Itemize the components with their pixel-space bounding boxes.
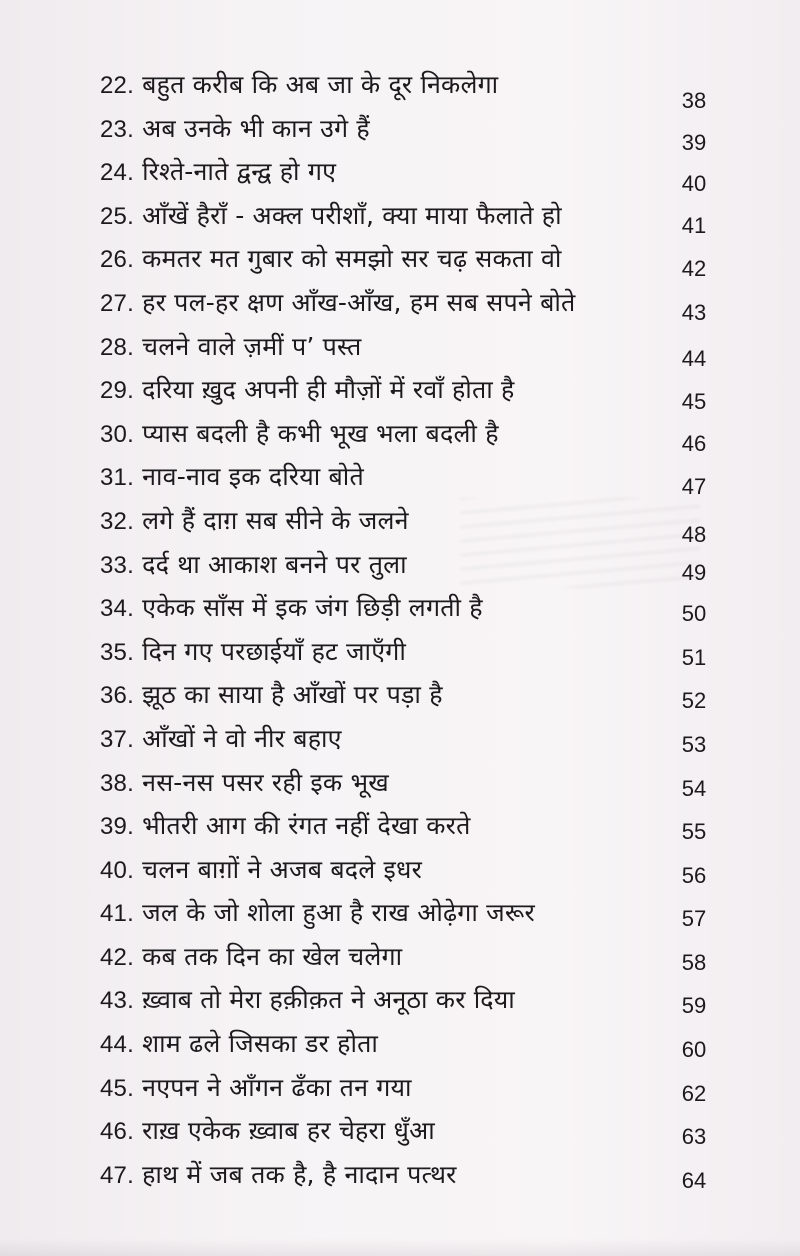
toc-entry [0, 983, 800, 1027]
toc-entry-text: कब तक दिन का खेल चलेगा [142, 941, 403, 971]
toc-page-number: 40 [681, 171, 707, 197]
toc-entry-title [100, 591, 483, 626]
toc-entry-text: नएपन ने आँगन ढँका तन गया [142, 1072, 412, 1102]
toc-entry [0, 460, 800, 504]
toc-entry [0, 678, 800, 722]
toc-entry-number: 44. [100, 1031, 134, 1059]
toc-entry [0, 635, 800, 679]
toc-entry-title [100, 330, 361, 365]
toc-entry [0, 155, 800, 199]
toc-entry-number: 33. [100, 551, 134, 579]
toc-entry-title [100, 940, 402, 975]
toc-page-number: 59 [681, 993, 707, 1019]
toc-entry-number: 24. [100, 159, 134, 187]
toc-entry-title [100, 635, 406, 670]
toc-entry-title [100, 809, 471, 844]
toc-page-number: 55 [681, 819, 707, 845]
toc-entry-title [100, 1114, 435, 1149]
toc-entry-text: ख़्वाब तो मेरा हक़ीक़त ने अनूठा कर दिया [142, 985, 515, 1015]
toc-entry-number: 35. [100, 638, 134, 666]
toc-entry-title [100, 766, 389, 801]
toc-entry-number: 26. [100, 246, 134, 274]
toc-page-number: 46 [681, 430, 707, 456]
toc-entry-number: 29. [100, 377, 134, 405]
toc-entry [0, 1071, 800, 1115]
toc-entry-number: 25. [100, 202, 134, 230]
toc-entry-number: 37. [100, 725, 134, 753]
toc-entry-text: बहुत करीब कि अब जा के दूर निकलेगा [142, 70, 499, 99]
toc-entry-number: 32. [100, 507, 134, 535]
table-of-contents [0, 68, 800, 1201]
toc-entry-number: 38. [100, 769, 134, 797]
toc-entry [0, 548, 800, 592]
toc-entry-text: नस-नस पसर रही इक भूख [142, 767, 389, 797]
toc-entry-number: 31. [100, 464, 134, 492]
toc-page-number: 43 [681, 299, 707, 325]
toc-entry-number: 41. [100, 900, 134, 928]
toc-entry [0, 1158, 800, 1202]
toc-entry-number: 36. [100, 682, 134, 710]
toc-entry [0, 242, 800, 286]
toc-page-number: 57 [681, 906, 707, 932]
toc-page-number: 63 [681, 1124, 707, 1150]
toc-page-number: 39 [681, 129, 707, 155]
toc-entry-number: 45. [100, 1074, 134, 1102]
toc-page-number: 56 [681, 862, 707, 888]
toc-entry-number: 28. [100, 333, 134, 361]
toc-entry-title [100, 504, 409, 539]
toc-entry [0, 68, 800, 112]
toc-entry-number: 30. [100, 420, 134, 448]
toc-entry-number: 40. [100, 856, 134, 884]
toc-page-number: 62 [681, 1080, 707, 1106]
toc-entry-text: चलने वाले ज़मीं प’ पस्त [142, 331, 362, 361]
toc-entry-number: 42. [100, 943, 134, 971]
toc-entry [0, 417, 800, 461]
toc-entry [0, 853, 800, 897]
toc-entry-number: 43. [100, 987, 134, 1015]
toc-page-number: 53 [681, 731, 707, 757]
toc-entry-title [100, 722, 342, 757]
toc-entry-text: झूठ का साया है आँखों पर पड़ा है [142, 680, 443, 710]
toc-entry [0, 286, 800, 330]
toc-entry-title [100, 896, 535, 931]
toc-entry-number: 47. [100, 1161, 134, 1189]
toc-entry-title [100, 199, 562, 234]
toc-page-number: 38 [681, 88, 707, 113]
toc-entry-title [100, 242, 562, 277]
toc-entry-title [100, 983, 515, 1018]
toc-entry-text: भीतरी आग की रंगत नहीं देखा करते [142, 811, 471, 841]
page-edge-shadow [0, 1238, 800, 1256]
toc-page-number: 52 [681, 688, 707, 714]
toc-entry-title [100, 460, 364, 495]
toc-entry-title [100, 1071, 412, 1106]
toc-entry-title [100, 155, 336, 190]
toc-entry-text: शाम ढले जिसका डर होता [142, 1029, 379, 1059]
toc-entry-text: एकेक साँस में इक जंग छिड़ी लगती है [142, 593, 483, 623]
toc-page-number: 48 [681, 521, 707, 547]
toc-page-number: 49 [681, 559, 707, 585]
toc-entry-title [100, 1027, 378, 1062]
toc-entry-text: दर्द था आकाश बनने पर तुला [142, 549, 407, 579]
toc-entry-text: चलन बाग़ों ने अजब बदले इधर [142, 854, 423, 884]
toc-entry-text: जल के जो शोला हुआ है राख ओढ़ेगा जरूर [142, 898, 535, 928]
toc-entry-title [100, 286, 575, 321]
toc-entry-number: 34. [100, 595, 134, 623]
toc-page-number: 51 [681, 644, 707, 670]
toc-page-number: 64 [681, 1167, 707, 1193]
toc-page-number: 58 [681, 949, 707, 975]
toc-entry [0, 1114, 800, 1158]
toc-entry-text: अब उनके भी कान उगे हैं [142, 113, 370, 143]
toc-entry-text: नाव-नाव इक दरिया बोते [142, 462, 364, 492]
toc-page-number: 50 [681, 601, 707, 627]
toc-entry-title [100, 853, 422, 888]
toc-entry-text: कमतर मत गुबार को समझो सर चढ़ सकता वो [142, 244, 562, 274]
toc-entry-text: आँखें हैराँ - अक्ल परीशाँ, क्या माया फैलाते हो [142, 200, 562, 230]
toc-entry-title [100, 417, 499, 452]
toc-entry-text: दरिया ख़ुद अपनी ही मौज़ों में रवाँ होता है [142, 375, 515, 405]
toc-entry [0, 112, 800, 156]
toc-entry-number: 39. [100, 813, 134, 841]
toc-entry [0, 373, 800, 417]
toc-entry-title [100, 1158, 457, 1193]
toc-entry-number: 22. [100, 72, 134, 99]
toc-entry-text: हर पल-हर क्षण आँख-आँख, हम सब सपने बोते [142, 287, 576, 317]
toc-entry-text: दिन गए परछाईयाँ हट जाएँगी [142, 636, 406, 666]
toc-entry [0, 1027, 800, 1071]
toc-entry [0, 896, 800, 940]
toc-entry-title [100, 112, 370, 147]
toc-page-number: 44 [681, 345, 707, 371]
toc-entry-number: 46. [100, 1118, 134, 1146]
toc-page-number: 54 [681, 775, 707, 801]
toc-entry-text: आँखों ने वो नीर बहाए [142, 723, 342, 753]
toc-page-number: 42 [681, 256, 707, 282]
toc-entry-text: लगे हैं दाग़ सब सीने के जलने [142, 505, 409, 535]
toc-entry [0, 591, 800, 635]
toc-entry-text: राख़ एकेक ख़्वाब हर चेहरा धुँआ [142, 1116, 435, 1146]
toc-page-number: 60 [681, 1037, 707, 1063]
toc-entry [0, 809, 800, 853]
toc-entry [0, 766, 800, 810]
toc-entry-number: 27. [100, 289, 134, 317]
toc-entry [0, 940, 800, 984]
toc-entry-title [100, 68, 498, 103]
toc-entry [0, 330, 800, 374]
toc-entry-text: हाथ में जब तक है, है नादान पत्थर [142, 1159, 457, 1189]
toc-entry-text: प्यास बदली है कभी भूख भला बदली है [142, 418, 499, 448]
toc-entry [0, 722, 800, 766]
toc-entry-text: रिश्ते-नाते द्वन्द्व हो गए [142, 157, 337, 187]
toc-entry-title [100, 373, 515, 408]
toc-entry-title [100, 548, 407, 583]
toc-page-number: 41 [681, 212, 707, 238]
toc-page-number: 45 [681, 389, 707, 415]
toc-entry-number: 23. [100, 115, 134, 143]
toc-entry-title [100, 678, 443, 713]
toc-entry [0, 504, 800, 548]
toc-page-number: 47 [681, 474, 707, 500]
toc-entry [0, 199, 800, 243]
